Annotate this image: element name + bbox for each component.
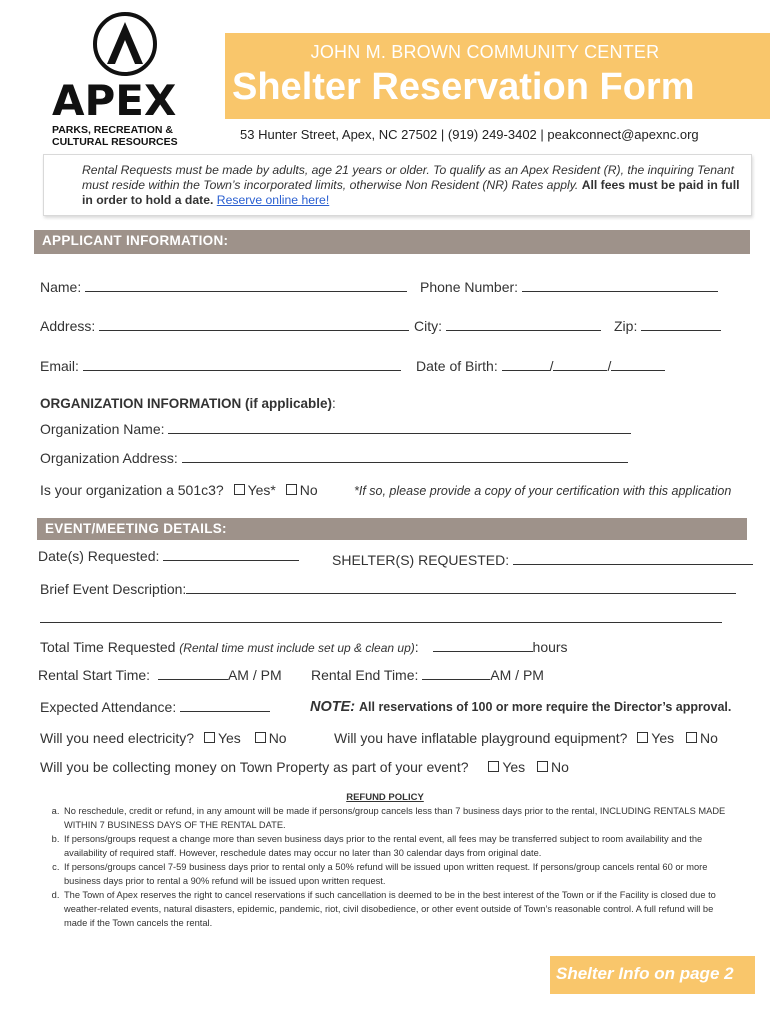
hours-label: hours	[532, 639, 568, 655]
mountain-a-icon	[97, 16, 153, 72]
refund-item: d. The Town of Apex reserves the right to cancel reservations if such cancellation is deemed to be in the best interest of the Town or if the Facility is closed due to weather-related events, natural disasters, epidemic, pandemic, riot, civil disobedience, or other event outside of Town’s reasonable control. A full refund will be made if the Town cancels the rental.	[62, 888, 732, 930]
phone-label: Phone Number:	[420, 279, 519, 295]
shelters-label: SHELTER(S) REQUESTED:	[332, 552, 510, 568]
start-time-label: Rental Start Time:	[38, 667, 151, 683]
organization-heading	[40, 396, 336, 411]
start-am-pm: AM / PM	[227, 667, 282, 683]
dob-year-line[interactable]	[611, 358, 665, 371]
note-label: NOTE:	[310, 699, 356, 715]
name-input-line[interactable]	[85, 279, 407, 292]
total-time-colon: :	[414, 639, 419, 655]
refund-item: a. No reschedule, credit or refund, in any amount will be made if persons/group cancels less than 7 business days prior to the rental, INCLUDING RENTALS MADE WITHIN 7 BUSINESS DAYS OF THE RENTAL DATE.	[62, 804, 732, 832]
phone-field[interactable]	[420, 279, 718, 295]
organization-name-label: Organization Name:	[40, 421, 165, 437]
organization-address-label: Organization Address:	[40, 450, 178, 466]
center-name: JOHN M. BROWN COMMUNITY CENTER	[310, 42, 660, 62]
money-yes-checkbox[interactable]	[488, 761, 499, 772]
inflatable-yes-checkbox[interactable]	[637, 732, 648, 743]
email-label: Email:	[40, 358, 79, 374]
start-time-input-line[interactable]	[158, 667, 228, 680]
end-am-pm: AM / PM	[490, 667, 544, 683]
name-field[interactable]	[40, 279, 407, 295]
shelters-input-line[interactable]	[513, 552, 753, 565]
event-section-bar: EVENT/MEETING DETAILS:	[37, 518, 747, 540]
city-field[interactable]	[414, 318, 601, 334]
inflatable-no-label: No	[700, 730, 718, 746]
electricity-yes-checkbox[interactable]	[204, 732, 215, 743]
501c3-no-label: No	[299, 482, 318, 498]
dates-field[interactable]	[38, 548, 299, 564]
money-yes-label: Yes	[502, 759, 526, 775]
description-label: Brief Event Description:	[40, 581, 187, 597]
city-input-line[interactable]	[446, 318, 601, 331]
total-time-label: Total Time Requested	[40, 639, 176, 655]
logo-subtitle-2: CULTURAL RESOURCES	[52, 136, 178, 148]
attendance-note	[310, 698, 731, 715]
zip-field[interactable]	[614, 318, 721, 334]
501c3-question	[40, 482, 318, 498]
refund-policy-title: REFUND POLICY	[346, 792, 424, 803]
attendance-field[interactable]	[40, 699, 270, 715]
rental-notice	[43, 154, 752, 216]
description-input-line[interactable]	[186, 581, 736, 594]
city-label: City:	[414, 318, 442, 334]
refund-policy-list	[42, 804, 732, 930]
inflatable-question	[334, 730, 718, 746]
total-time-note: (Rental time must include set up & clean up)	[179, 641, 415, 655]
organization-heading-text: ORGANIZATION INFORMATION (if applicable)	[40, 396, 332, 411]
form-title: Shelter Reservation Form	[232, 66, 695, 108]
money-no-checkbox[interactable]	[537, 761, 548, 772]
organization-address-input-line[interactable]	[182, 450, 628, 463]
501c3-yes-label: Yes*	[247, 482, 276, 498]
electricity-label: Will you need electricity?	[40, 730, 195, 746]
refund-item: c. If persons/groups cancel 7-59 business days prior to rental only a 50% refund will be issued upon written request. If persons/group cancels rental 60 or more business days prior to rental a 90% refund will be issued upon written request.	[62, 860, 732, 888]
electricity-question	[40, 730, 287, 746]
contact-line: 53 Hunter Street, Apex, NC 27502 | (919) 249-3402 | peakconnect@apexnc.org	[240, 127, 699, 142]
electricity-yes-label: Yes	[217, 730, 241, 746]
total-time-input-line[interactable]	[433, 639, 533, 652]
501c3-yes-checkbox[interactable]	[234, 484, 245, 495]
attendance-input-line[interactable]	[180, 699, 270, 712]
refund-item: b. If persons/groups request a change more than seven business days prior to the rental event, all fees may be transferred subject to room availability and the availability of required staff. However, reschedule dates may occur no later than 30 calendar days from original date.	[62, 832, 732, 860]
logo-subtitle-1: PARKS, RECREATION &	[52, 124, 173, 136]
notice-text: Rental Requests must be made by adults, age 21 years or older. To qualify as an Apex Resident (R), the inquiring Tenant must reside within the Town’s incorporated limits, otherwise Non Resident (NR) Rates apply.	[82, 163, 734, 192]
apex-logo-word: APEX	[52, 76, 177, 125]
description-input-line-2[interactable]	[40, 609, 722, 623]
address-label: Address:	[40, 318, 96, 334]
zip-label: Zip:	[614, 318, 638, 334]
address-field[interactable]	[40, 318, 409, 334]
organization-address-field[interactable]	[40, 450, 628, 466]
email-field[interactable]	[40, 358, 401, 374]
note-text: All reservations of 100 or more require the Director’s approval.	[359, 700, 732, 714]
address-input-line[interactable]	[99, 318, 409, 331]
dob-field[interactable]: Date of Birth: / /	[416, 358, 665, 374]
phone-input-line[interactable]	[522, 279, 718, 292]
money-no-label: No	[551, 759, 569, 775]
inflatable-label: Will you have inflatable playground equipment?	[334, 730, 628, 746]
end-time-field[interactable]	[311, 667, 544, 683]
page-tag-text: Shelter Info on page 2	[556, 964, 734, 983]
501c3-no-checkbox[interactable]	[286, 484, 297, 495]
organization-heading-colon: :	[332, 396, 336, 411]
name-label: Name:	[40, 279, 82, 295]
inflatable-yes-label: Yes	[651, 730, 675, 746]
end-time-input-line[interactable]	[422, 667, 490, 680]
reserve-online-link[interactable]: Reserve online here!	[216, 193, 330, 207]
attendance-label: Expected Attendance:	[40, 699, 177, 715]
dob-month-line[interactable]	[502, 358, 550, 371]
applicant-section-bar: APPLICANT INFORMATION:	[34, 230, 750, 254]
money-label: Will you be collecting money on Town Property as part of your event?	[40, 759, 469, 775]
dob-label: Date of Birth:	[416, 358, 498, 374]
money-question	[40, 759, 569, 775]
electricity-no-checkbox[interactable]	[255, 732, 266, 743]
total-time-field[interactable]	[40, 639, 568, 655]
end-time-label: Rental End Time:	[311, 667, 419, 683]
inflatable-no-checkbox[interactable]	[686, 732, 697, 743]
apex-logo-emblem	[93, 12, 157, 76]
organization-name-input-line[interactable]	[168, 421, 631, 434]
start-time-field[interactable]	[38, 667, 282, 683]
organization-name-field[interactable]	[40, 421, 631, 437]
description-field[interactable]	[40, 581, 736, 597]
501c3-label: Is your organization a 501c3?	[40, 482, 224, 498]
501c3-note: *If so, please provide a copy of your certification with this application	[354, 484, 732, 498]
dob-day-line[interactable]	[553, 358, 607, 371]
notice-bold: All fees must be paid in full in order to hold a date.	[82, 178, 740, 207]
zip-input-line[interactable]	[641, 318, 721, 331]
dates-input-line[interactable]	[163, 548, 299, 561]
dates-label: Date(s) Requested:	[38, 548, 160, 564]
electricity-no-label: No	[268, 730, 287, 746]
shelters-field[interactable]	[332, 552, 753, 568]
email-input-line[interactable]	[83, 358, 401, 371]
